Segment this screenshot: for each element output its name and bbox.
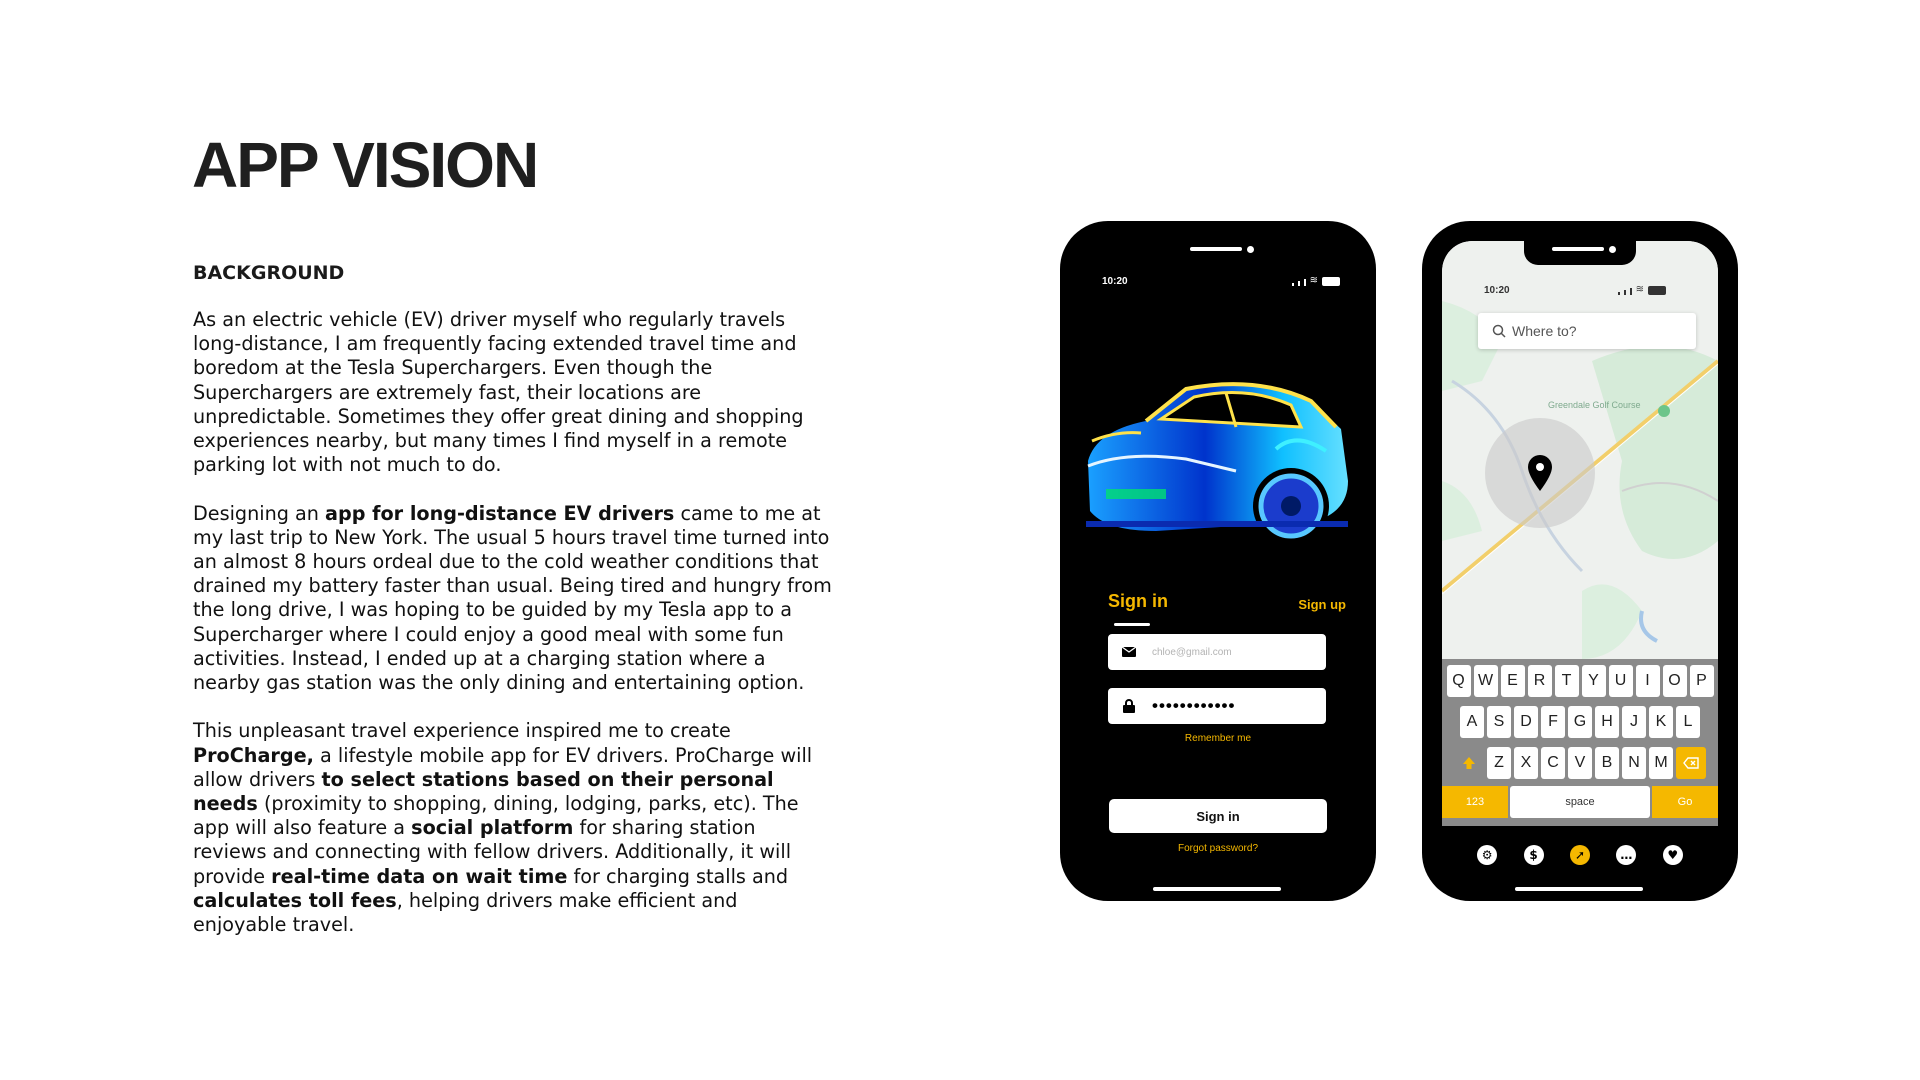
key-z[interactable]: Z xyxy=(1487,747,1511,779)
key-l[interactable]: L xyxy=(1676,706,1700,738)
space-key[interactable]: space xyxy=(1510,786,1650,818)
search-icon xyxy=(1492,324,1506,338)
wifi-icon: ≋ xyxy=(1309,275,1318,286)
key-r[interactable]: R xyxy=(1528,665,1552,697)
login-phone-mockup xyxy=(1060,221,1376,901)
camera-dot xyxy=(1609,246,1616,253)
numbers-key[interactable]: 123 xyxy=(1442,786,1508,818)
key-i[interactable]: I xyxy=(1636,665,1660,697)
tab-sign-in[interactable]: Sign in xyxy=(1108,591,1168,611)
key-w[interactable]: W xyxy=(1474,665,1498,697)
key-s[interactable]: S xyxy=(1487,706,1511,738)
key-q[interactable]: Q xyxy=(1447,665,1471,697)
gear-icon[interactable]: ⚙ xyxy=(1477,845,1497,865)
notch xyxy=(1524,241,1636,265)
map-screen xyxy=(1442,241,1718,879)
go-key[interactable]: Go xyxy=(1652,786,1718,818)
forgot-password-link[interactable]: Forgot password? xyxy=(1177,843,1259,854)
map-background xyxy=(1442,241,1718,659)
paragraph-3: This unpleasant travel experience inspired me to create ProCharge, a lifestyle mobile app for EV drivers. ProCharge will allow drivers to select stations based on their personal needs (proximity to shopping, dining, lodging, parks, etc). The app will also feature a social platform for sharing station reviews and connecting with fellow drivers. Additionally, it will provide real-time data on wait time for charging stalls and calculates toll fees, helping drivers make efficient and enjoyable travel. xyxy=(193,719,813,937)
lock-icon xyxy=(1120,699,1138,713)
camera-dot xyxy=(1247,246,1254,253)
key-k[interactable]: K xyxy=(1649,706,1673,738)
key-p[interactable]: P xyxy=(1690,665,1714,697)
map-view[interactable] xyxy=(1442,241,1718,659)
tab-sign-up[interactable]: Sign up xyxy=(1298,597,1346,612)
status-icons xyxy=(1292,276,1340,286)
bottom-nav xyxy=(1442,835,1718,875)
key-a[interactable]: A xyxy=(1460,706,1484,738)
key-t[interactable]: T xyxy=(1555,665,1579,697)
key-m[interactable]: M xyxy=(1649,747,1673,779)
section-heading: BACKGROUND xyxy=(193,262,345,284)
key-b[interactable]: B xyxy=(1595,747,1619,779)
backspace-key[interactable] xyxy=(1676,747,1706,779)
sign-in-button[interactable]: Sign in xyxy=(1109,799,1327,833)
speaker-pill xyxy=(1190,247,1242,251)
paragraph-1: As an electric vehicle (EV) driver myself who regularly travels long-distance, I am frequently facing extended travel time and boredom at the Tesla Superchargers. Even though the Superchargers are extremely fast, their locations are unpredictable. Sometimes they offer great dining and shopping experiences nearby, but many times I find myself in a remote parking lot with not much to do. xyxy=(193,308,804,477)
auth-tabs xyxy=(1108,591,1346,623)
map-phone-mockup xyxy=(1422,221,1738,901)
active-tab-indicator xyxy=(1114,623,1150,626)
paragraph-2: Designing an app for long-distance EV drivers came to me at my last trip to New York. The usual 5 hours travel time turned into an almost 8 hours ordeal due to the cold weather conditions that drained my battery faster than usual. Being tired and hungry from the long drive, I was hoping to be guided by my Tesla app to a Supercharger where I could enjoy a good meal with some fun activities. Instead, I ended up at a charging station where a nearby gas station was the only dining and entertaining option. xyxy=(193,501,832,695)
password-field[interactable] xyxy=(1108,688,1326,724)
key-g[interactable]: G xyxy=(1568,706,1592,738)
mail-icon xyxy=(1120,647,1138,657)
backspace-icon xyxy=(1683,757,1699,769)
car-illustration xyxy=(1086,371,1348,551)
key-u[interactable]: U xyxy=(1609,665,1633,697)
password-input[interactable]: •••••••••••• xyxy=(1152,696,1236,715)
shift-icon xyxy=(1462,756,1476,770)
keyboard xyxy=(1442,659,1718,826)
search-input[interactable] xyxy=(1512,323,1682,339)
key-d[interactable]: D xyxy=(1514,706,1538,738)
key-v[interactable]: V xyxy=(1568,747,1592,779)
battery-icon xyxy=(1322,277,1340,286)
signal-icon xyxy=(1292,283,1294,286)
battery-icon xyxy=(1648,286,1666,295)
slide-title: APP VISION xyxy=(192,129,538,201)
status-time: 10:20 xyxy=(1484,285,1510,296)
key-c[interactable]: C xyxy=(1541,747,1565,779)
status-icons xyxy=(1618,285,1666,295)
heart-icon[interactable]: ♥ xyxy=(1663,845,1683,865)
keyboard-bottom-row xyxy=(1442,786,1718,818)
speaker-pill xyxy=(1552,247,1604,251)
wifi-icon: ≋ xyxy=(1635,284,1644,295)
status-time: 10:20 xyxy=(1102,276,1128,287)
search-field[interactable] xyxy=(1478,313,1696,349)
key-y[interactable]: Y xyxy=(1582,665,1606,697)
background-text xyxy=(193,308,833,961)
compass-icon[interactable]: ➚ xyxy=(1570,845,1590,865)
key-o[interactable]: O xyxy=(1663,665,1687,697)
key-j[interactable]: J xyxy=(1622,706,1646,738)
poi-label: Greendale Golf Course xyxy=(1548,400,1641,410)
key-f[interactable]: F xyxy=(1541,706,1565,738)
home-indicator xyxy=(1153,887,1281,891)
dollar-icon[interactable]: $ xyxy=(1524,845,1544,865)
email-input[interactable] xyxy=(1152,647,1312,658)
remember-me-link[interactable]: Remember me xyxy=(1184,733,1252,744)
email-field[interactable] xyxy=(1108,634,1326,670)
key-n[interactable]: N xyxy=(1622,747,1646,779)
signal-icon xyxy=(1618,292,1620,295)
chat-icon[interactable]: … xyxy=(1616,845,1636,865)
home-indicator xyxy=(1515,887,1643,891)
key-e[interactable]: E xyxy=(1501,665,1525,697)
shift-key[interactable] xyxy=(1454,747,1484,779)
key-x[interactable]: X xyxy=(1514,747,1538,779)
key-h[interactable]: H xyxy=(1595,706,1619,738)
